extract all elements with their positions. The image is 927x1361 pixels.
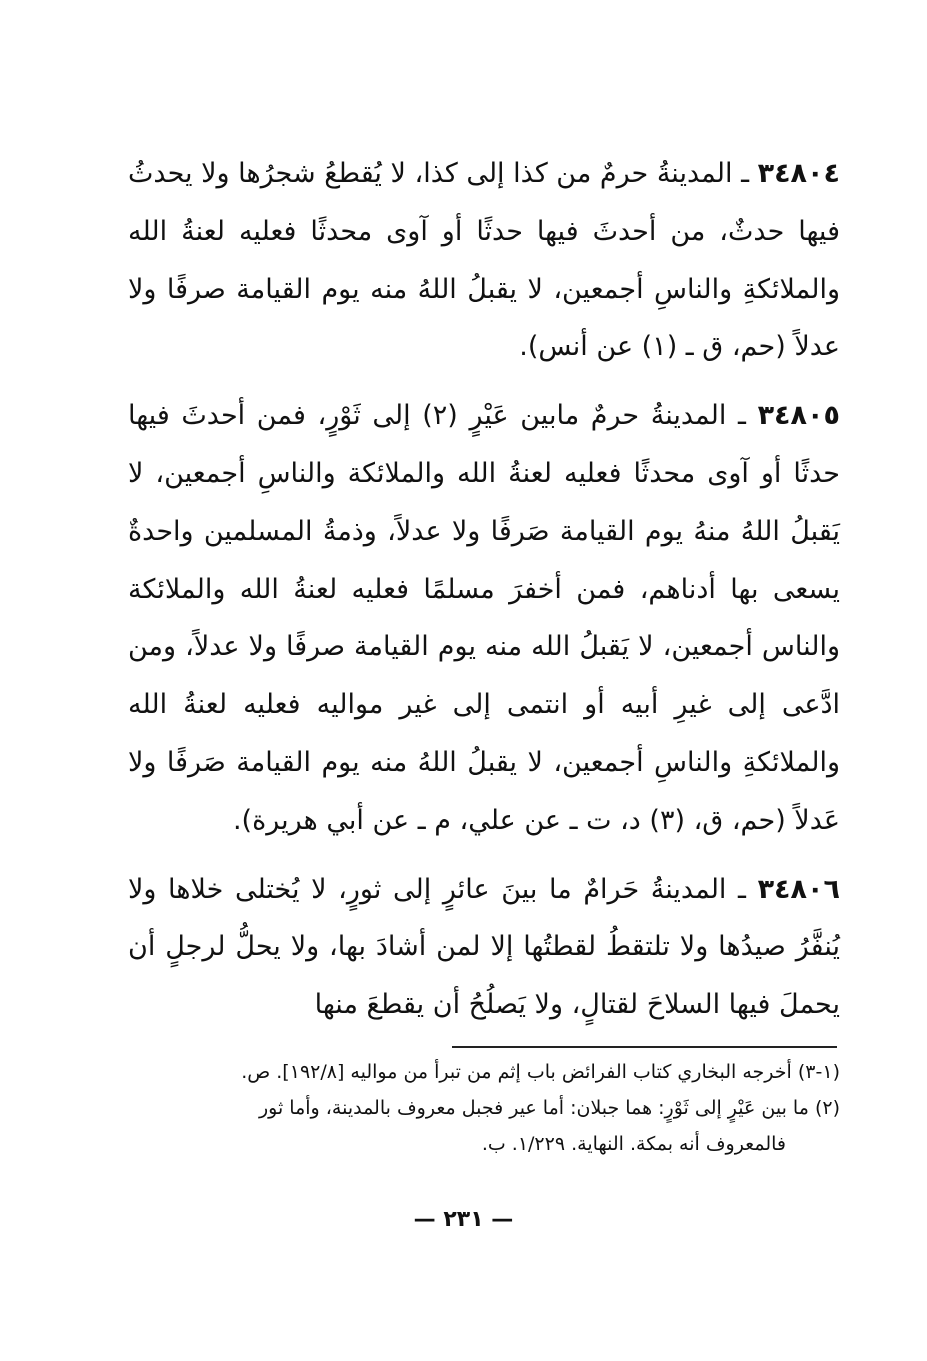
hadith-text: ـ المدينةُ حرمٌ مابين عَيْرٍ (٢) إلى ثَوْرٍ، فمن أحدثَ فيها حدثًا أو آوى محدثًا فعليه لعنةُ الله والملائكة والناسِ أجمعين، لا يَقبلُ اللهُ منهُ يوم القيامة صَرفًا ولا عدلاً، وذمةُ المسلمين واحدةٌ يسعى بها أدناهم، فمن أخفرَ مسلمًا فعليه لعنةُ الله والملائكة والناس أجمعين، لا يَقبلُ الله منه يوم القيامة صرفًا ولا عدلاً، ومن ادَّعى إلى غيرِ أبيه أو انتمى إلى غير مواليه فعليه لعنةُ الله والملائكةِ والناسِ أجمعين، لا يقبلُ اللهُ منه يوم القيامة صَرفًا ولا عَدلاً (حم، ق، (٣) د، ت ـ عن علي، م ـ عن أبي هريرة). [128,400,840,836]
footnote-continuation: فالمعروف أنه بمكة. النهاية. ١/٢٢٩. ب. [481,1133,786,1155]
page-number: — ٢٣١ — [413,1207,514,1232]
footnote [118,1090,840,1126]
footnote-text: أخرجه البخاري كتاب الفرائض باب إثم من تبرأ من مواليه [١٩٢/٨]. ص. [241,1061,792,1083]
footnote [118,1054,840,1090]
hadith-number: ٣٤٨٠٥ [757,400,840,432]
hadith-text: ـ المدينةُ حَرامٌ ما بينَ عائرٍ إلى ثورٍ، لا يُختلى خلاها ولا يُنفَّرُ صيدُها ولا تلتقطُ لقطتُها إلا لمن أشادَ بها، ولا يحلُّ لرجلٍ أن يحملَ فيها السلاحَ لقتالٍ، ولا يَصلُحُ أن يقطعَ منها [128,873,840,1021]
hadith-number: ٣٤٨٠٦ [757,873,840,905]
footnote-text: ما بين عَيْرٍ إلى ثَوْرٍ: هما جبلان: أما عير فجبل معروف بالمدينة، وأما ثور [258,1097,809,1119]
main-text [128,145,840,1045]
footnote-divider [452,1046,837,1048]
hadith-paragraph [128,387,840,849]
hadith-text: ـ المدينةُ حرمٌ من كذا إلى كذا، لا يُقطعُ شجرُها ولا يحدثُ فيها حدثٌ، من أحدثَ فيها حدثًا أو آوى محدثًا فعليه لعنةُ الله والملائكةِ والناسِ أجمعين، لا يقبلُ اللهُ منه يوم القيامة صرفًا ولا عدلاً (حم، ق ـ (١) عن أنس). [128,158,840,363]
hadith-paragraph [128,145,840,376]
footnotes [118,1054,840,1162]
hadith-number: ٣٤٨٠٤ [757,158,840,189]
footnote-marker: (٢) [814,1097,840,1119]
footnote-marker: (١-٣) [797,1061,840,1083]
hadith-paragraph [128,861,840,1034]
